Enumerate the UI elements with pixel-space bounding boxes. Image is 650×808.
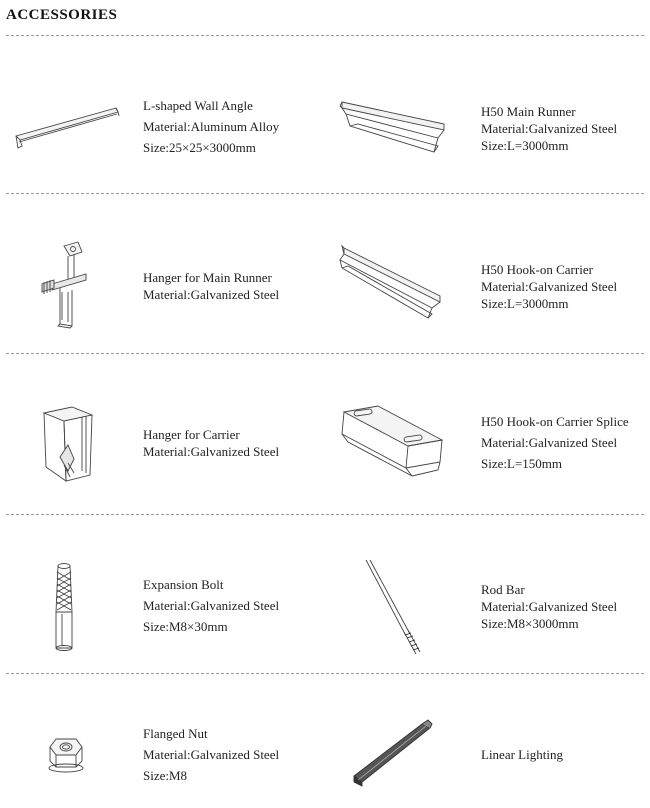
main-runner-icon (338, 98, 450, 160)
item-h50-main-runner (481, 103, 617, 154)
item-flanged-nut (143, 725, 279, 784)
item-name: Hanger for Main Runner (143, 270, 272, 285)
item-material: Material:Aluminum Alloy (143, 119, 280, 134)
hook-on-carrier-icon (336, 244, 448, 324)
item-material: Material:Galvanized Steel (481, 599, 618, 614)
item-name: Rod Bar (481, 582, 525, 597)
item-size: Size:L=150mm (481, 456, 562, 471)
item-rod-bar (481, 581, 617, 632)
item-material: Material:Galvanized Steel (143, 287, 280, 302)
runner-hanger-icon (38, 240, 94, 330)
item-material: Material:Galvanized Steel (481, 279, 618, 294)
divider (6, 353, 644, 354)
divider (6, 673, 644, 674)
item-size: Size:M8 (143, 768, 188, 783)
carrier-hanger-icon (40, 405, 96, 487)
item-name: Flanged Nut (143, 726, 208, 741)
wall-angle-icon (12, 102, 120, 152)
item-h50-hook-on-carrier (481, 261, 617, 312)
item-name: Hanger for Carrier (143, 427, 240, 442)
item-material: Material:Galvanized Steel (143, 444, 280, 459)
item-size: Size:L=3000mm (481, 138, 569, 153)
expansion-bolt-icon (50, 562, 78, 652)
item-name: H50 Hook-on Carrier Splice (481, 414, 629, 429)
linear-lighting-icon (350, 718, 434, 788)
page-title: ACCESSORIES (6, 7, 118, 23)
item-size: Size:M8×30mm (143, 619, 228, 634)
item-name: Linear Lighting (481, 747, 563, 762)
item-size: Size:L=3000mm (481, 296, 569, 311)
carrier-splice-icon (338, 404, 450, 484)
item-material: Material:Galvanized Steel (481, 121, 618, 136)
item-material: Material:Galvanized Steel (481, 435, 618, 450)
divider (6, 35, 644, 36)
item-name: L-shaped Wall Angle (143, 98, 253, 113)
item-h50-hook-on-carrier-splice (481, 413, 629, 472)
divider (6, 193, 644, 194)
divider (6, 514, 644, 515)
item-hanger-for-main-runner (143, 269, 279, 303)
item-l-shaped-wall-angle (143, 97, 279, 156)
item-name: H50 Main Runner (481, 104, 576, 119)
item-name: Expansion Bolt (143, 577, 224, 592)
item-material: Material:Galvanized Steel (143, 747, 280, 762)
item-name: H50 Hook-on Carrier (481, 262, 593, 277)
item-material: Material:Galvanized Steel (143, 598, 280, 613)
item-expansion-bolt (143, 576, 279, 635)
item-size: Size:M8×3000mm (481, 616, 579, 631)
item-linear-lighting (481, 746, 563, 763)
item-size: Size:25×25×3000mm (143, 140, 256, 155)
item-hanger-for-carrier (143, 426, 279, 460)
flanged-nut-icon (48, 735, 84, 775)
rod-bar-icon (362, 558, 422, 656)
